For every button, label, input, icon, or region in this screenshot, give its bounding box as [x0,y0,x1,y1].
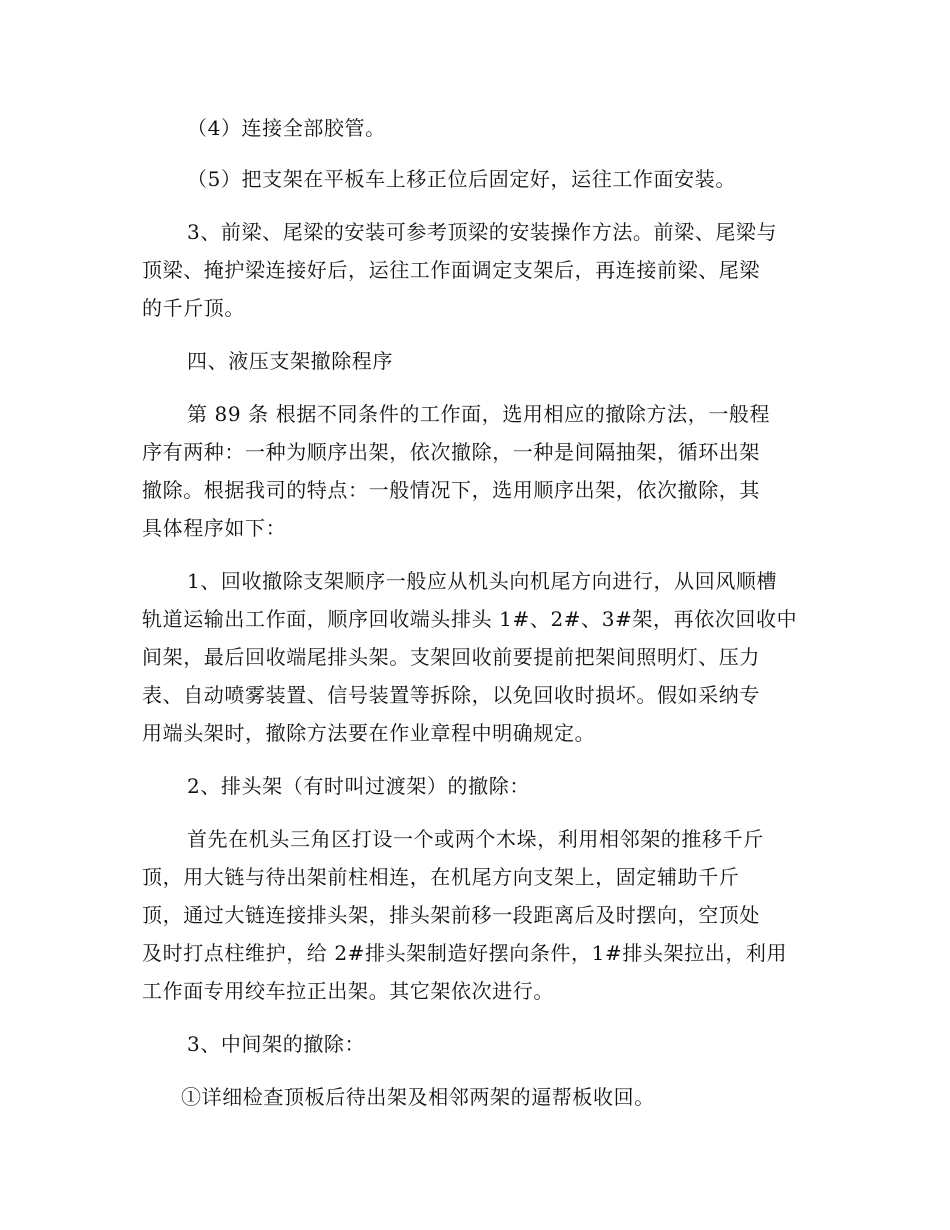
paragraph-1-line-4: 表、自动喷雾装置、信号装置等拆除，以免回收时损坏。假如采纳专 [142,683,760,707]
step-5-transport-support: （5）把支架在平板车上移正位后固定好，运往工作面安装。 [187,167,736,191]
paragraph-1-line-3: 间架，最后回收端尾排头架。支架回收前要提前把架间照明灯、压力 [142,645,760,669]
step-circled-1: ①详细检查顶板后待出架及相邻两架的逼帮板收回。 [181,1085,655,1109]
paragraph-1-line-1: 1、回收撤除支架顺序一般应从机头向机尾方向进行，从回风顺槽 [187,569,778,593]
paragraph-2-line-5: 工作面专用绞车拉正出架。其它架依次进行。 [142,979,554,1003]
article-89-line-2: 序有两种：一种为顺序出架，依次撤除，一种是间隔抽架，循环出架 [142,440,760,464]
section-heading-removal-procedure: 四、液压支架撤除程序 [187,349,393,373]
paragraph-2-line-2: 顶，用大链与待出架前柱相连，在机尾方向支架上，固定辅助千斤 [142,865,740,889]
paragraph-2-heading: 2、排头架（有时叫过渡架）的撤除： [187,774,530,798]
paragraph-3-heading: 3、中间架的撤除： [187,1032,366,1056]
article-89-line-4: 具体程序如下： [142,516,287,540]
article-89-line-3: 撤除。根据我司的特点：一般情况下，选用顺序出架，依次撤除，其 [142,478,760,502]
paragraph-2-line-4: 及时打点柱维护，给 2#排头架制造好摆向条件，1#排头架拉出，利用 [142,941,788,965]
step-4-connect-hoses: （4）连接全部胶管。 [187,116,386,140]
paragraph-front-rear-beam-line-2: 顶梁、掩护梁连接好后，运往工作面调定支架后，再连接前梁、尾梁 [142,258,760,282]
paragraph-2-line-3: 顶，通过大链连接排头架，排头架前移一段距离后及时摆向，空顶处 [142,903,760,927]
paragraph-1-line-2: 轨道运输出工作面，顺序回收端头排头 1#、2#、3#架，再依次回收中 [142,607,798,631]
article-89-line-1: 第 89 条 根据不同条件的工作面，选用相应的撤除方法，一般程 [187,402,771,426]
paragraph-2-line-1: 首先在机头三角区打设一个或两个木垛，利用相邻架的推移千斤 [187,827,764,851]
paragraph-front-rear-beam-line-1: 3、前梁、尾梁的安装可参考顶梁的安装操作方法。前梁、尾梁与 [187,220,778,244]
paragraph-front-rear-beam-line-3: 的千斤顶。 [142,296,245,320]
paragraph-1-line-5: 用端头架时，撤除方法要在作业章程中明确规定。 [142,721,596,745]
